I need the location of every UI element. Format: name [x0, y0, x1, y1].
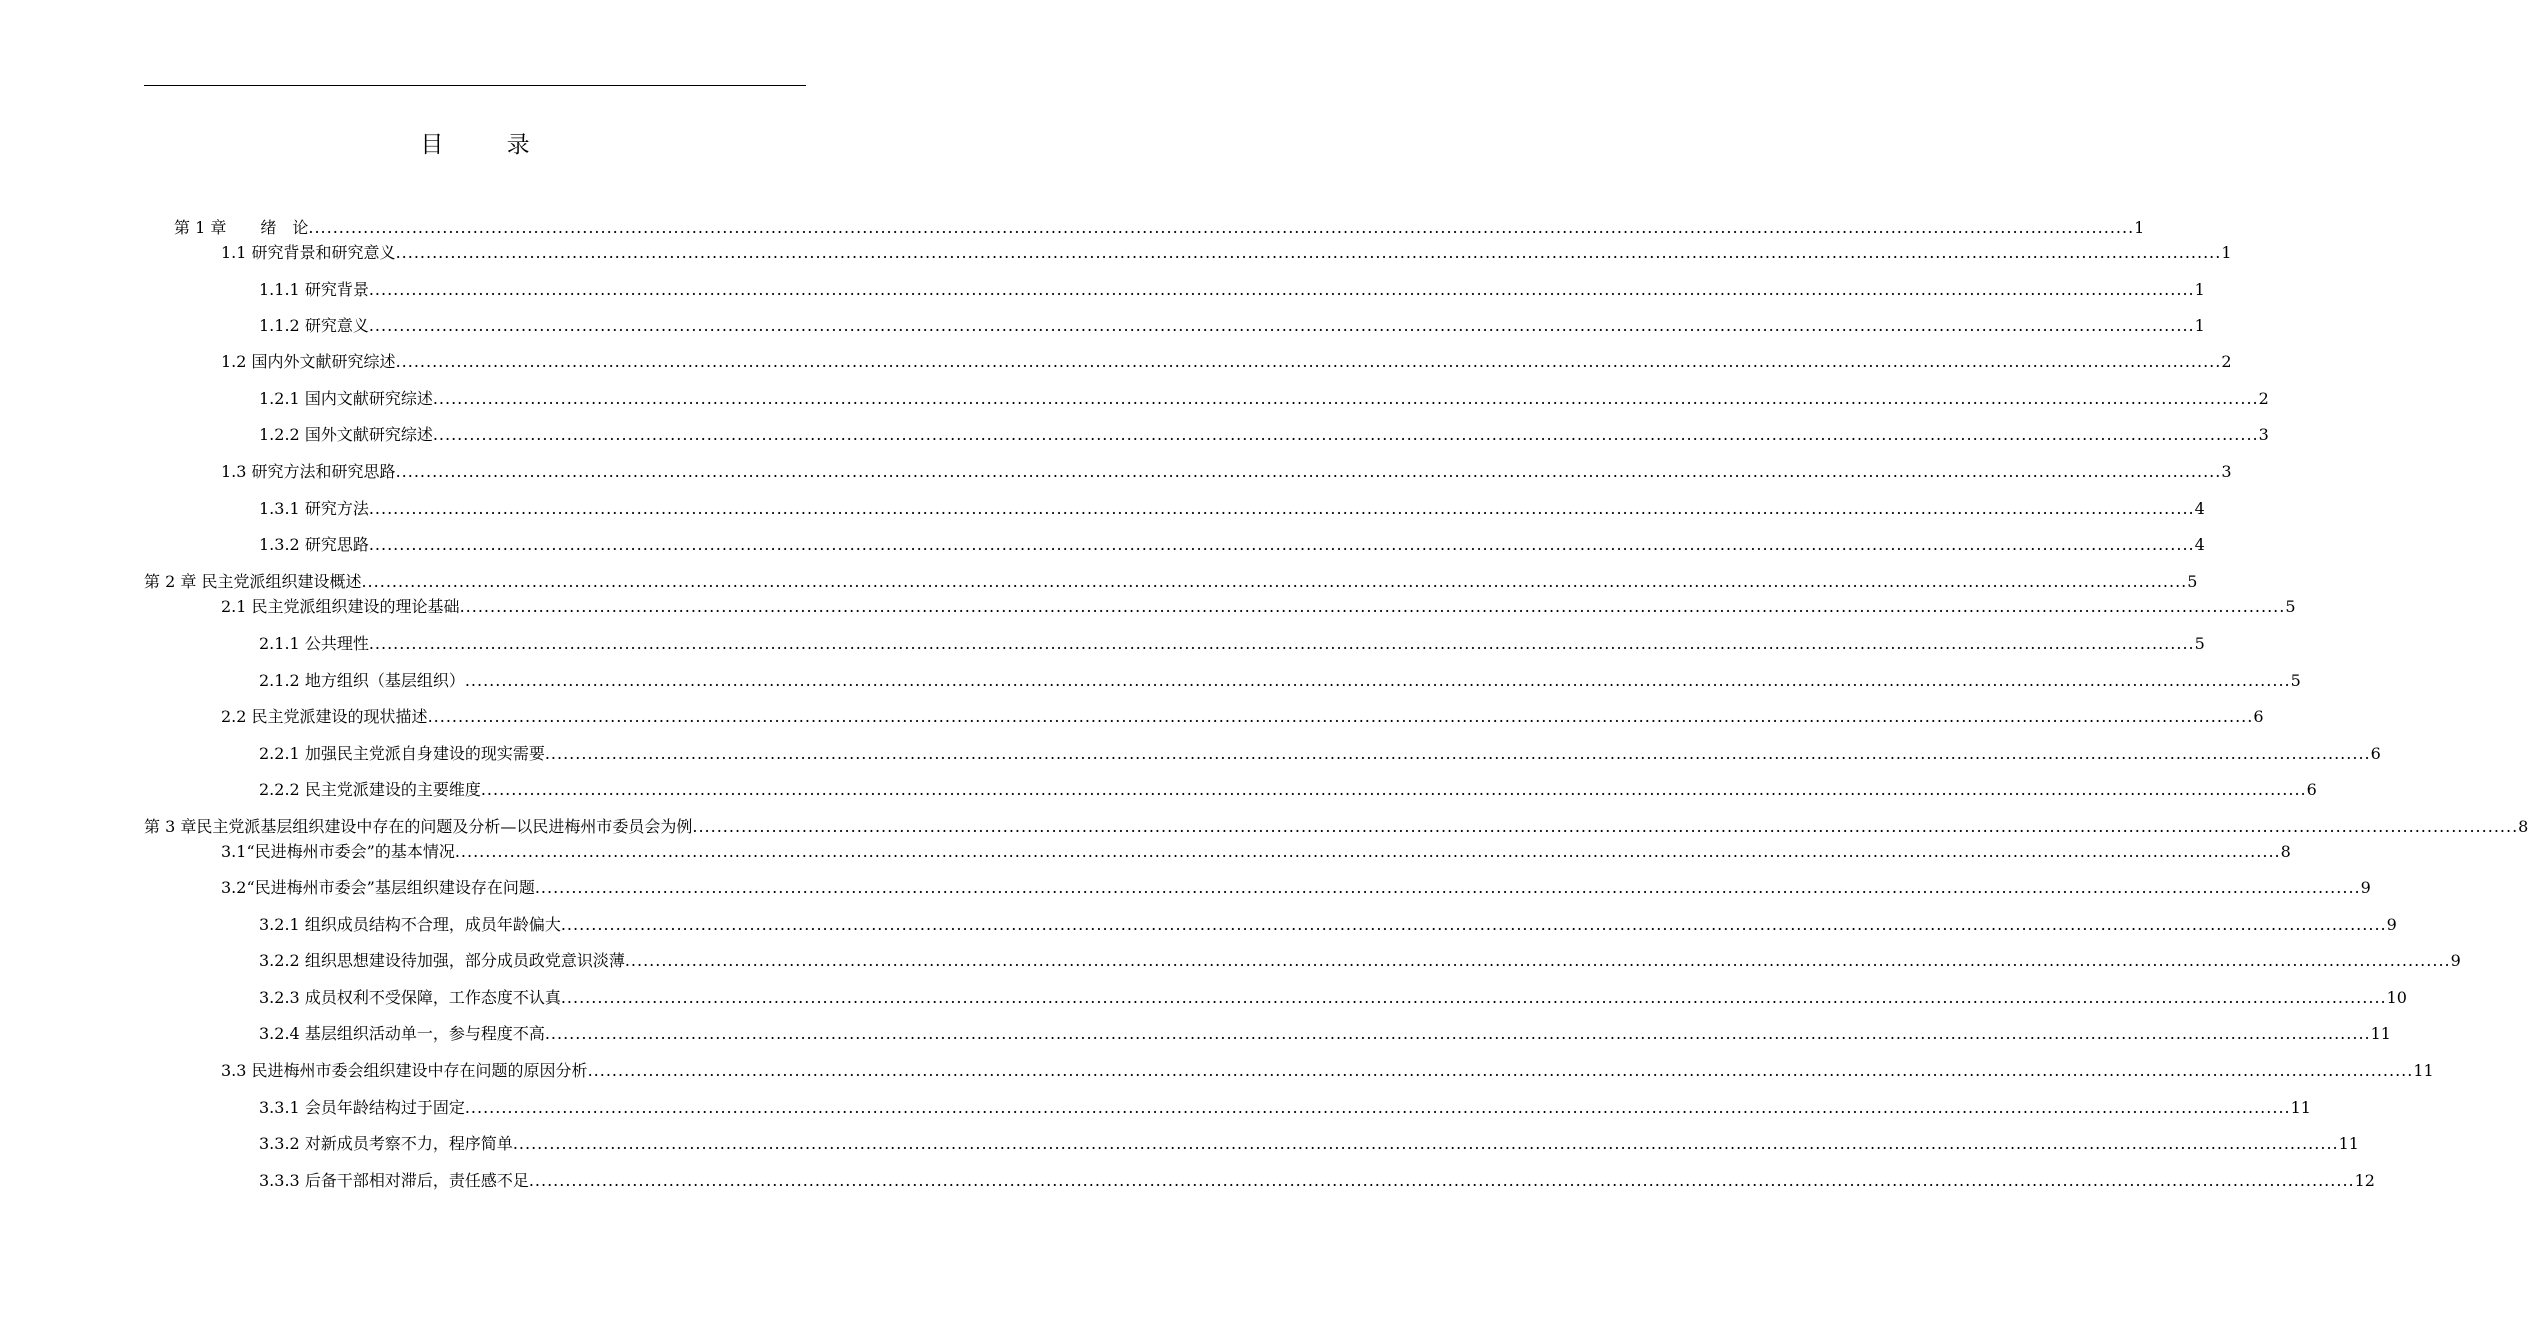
toc-entry-number: 第 3 章: [144, 817, 197, 836]
toc-entry-label: [259, 1169, 529, 1193]
toc-entry[interactable]: [259, 778, 2317, 802]
toc-entry-title: 研究思路: [304, 535, 369, 554]
toc-entry-number: 1.2.1: [259, 389, 300, 408]
toc-entry-number: 3.1: [221, 842, 247, 861]
toc-entry-title: 民进梅州市委会组织建设中存在问题的原因分析: [251, 1061, 588, 1080]
toc-entry-page: 6: [2370, 744, 2381, 763]
toc-entry[interactable]: [221, 1059, 2434, 1083]
toc-entry-number: 3.3.3: [259, 1171, 300, 1190]
toc-entry-label: [259, 423, 433, 447]
toc-entry-number: 2.1.1: [259, 634, 300, 653]
toc-entry-page: 2: [2258, 389, 2269, 408]
toc-entry[interactable]: [259, 742, 2381, 766]
toc-entry-title: “民进梅州市委会”的基本情况: [246, 842, 455, 861]
toc-entry-number: 3.2.2: [259, 951, 300, 970]
toc-entry-label: [259, 387, 433, 411]
toc-entry-number: 2.1: [221, 597, 247, 616]
toc-entry-page: 10: [2386, 988, 2407, 1007]
toc-entry-number: 1.1.2: [259, 316, 300, 335]
toc-entry-page: 1: [2194, 316, 2205, 335]
toc-entry-title: 基层组织活动单一，参与程度不高: [304, 1024, 545, 1043]
toc-entry-label: [259, 533, 369, 557]
toc-entry[interactable]: [144, 570, 2198, 594]
toc-entry[interactable]: [221, 350, 2232, 374]
toc-entry-page: 5: [2285, 597, 2296, 616]
toc-entry-page: 1: [2221, 243, 2232, 262]
toc-entry[interactable]: [221, 460, 2232, 484]
toc-entry-page: 1: [2194, 280, 2205, 299]
toc-entry-title: 组织思想建设待加强，部分成员政党意识淡薄: [304, 951, 625, 970]
dot-leader: ............................................................................................................................................................................................................................................................................................................: [361, 572, 2188, 591]
dot-leader: ............................................................................................................................................................................................................................................................................................................: [395, 243, 2222, 262]
toc-entry-page: 3: [2258, 425, 2269, 444]
toc-entry-label: [259, 632, 369, 656]
toc-entry-page: 8: [2280, 842, 2291, 861]
dot-leader: ............................................................................................................................................................................................................................................................................................................: [368, 499, 2195, 518]
toc-entry-page: 9: [2386, 915, 2397, 934]
toc-entry-number: 3.2: [221, 878, 247, 897]
toc-entry-title: 会员年龄结构过于固定: [304, 1098, 465, 1117]
toc-entry[interactable]: [221, 876, 2371, 900]
toc-entry-number: 1.3.2: [259, 535, 300, 554]
toc-entry-title: 研究意义: [304, 316, 369, 335]
toc-entry[interactable]: [221, 241, 2232, 265]
toc-entry-number: 1.1.1: [259, 280, 300, 299]
toc-entry-title: 国内外文献研究综述: [251, 352, 396, 371]
dot-leader: ............................................................................................................................................................................................................................................................................................................: [432, 425, 2259, 444]
toc-entry-page: 11: [2290, 1098, 2311, 1117]
toc-entry-page: 3: [2221, 462, 2232, 481]
toc-entry[interactable]: [259, 314, 2205, 338]
dot-leader: ............................................................................................................................................................................................................................................................................................................: [534, 878, 2361, 897]
dot-leader: ............................................................................................................................................................................................................................................................................................................: [308, 218, 2135, 237]
toc-entry[interactable]: [259, 278, 2205, 302]
toc-entry-label: [221, 595, 460, 619]
toc-entry-title: 对新成员考察不力，程序简单: [304, 1134, 513, 1153]
toc-entry-label: [144, 815, 692, 839]
toc-entry-page: 9: [2360, 878, 2371, 897]
toc-entry[interactable]: [259, 1022, 2391, 1046]
toc-entry-number: 3.2.1: [259, 915, 300, 934]
toc-entry[interactable]: [144, 815, 2528, 839]
toc-entry[interactable]: [221, 705, 2264, 729]
toc-entry[interactable]: [259, 533, 2205, 557]
dot-leader: ............................................................................................................................................................................................................................................................................................................: [560, 915, 2387, 934]
toc-entry[interactable]: [259, 913, 2397, 937]
toc-entry-label: [221, 1059, 588, 1083]
dot-leader: ............................................................................................................................................................................................................................................................................................................: [368, 316, 2195, 335]
toc-entry-number: 第 1 章: [174, 218, 227, 237]
toc-entry-label: [259, 278, 369, 302]
toc-entry[interactable]: [259, 1169, 2375, 1193]
toc-entry-label: [221, 460, 396, 484]
toc-entry-number: 1.2: [221, 352, 247, 371]
toc-entry-label: [259, 1096, 465, 1120]
toc-entry-page: 5: [2194, 634, 2205, 653]
toc-entry-label: [259, 949, 625, 973]
toc-entry-label: [259, 1022, 545, 1046]
dot-leader: ............................................................................................................................................................................................................................................................................................................: [368, 535, 2195, 554]
toc-entry-title: 民主党派组织建设的理论基础: [251, 597, 460, 616]
toc-entry[interactable]: [259, 1132, 2359, 1156]
dot-leader: ............................................................................................................................................................................................................................................................................................................: [544, 744, 2371, 763]
dot-leader: ............................................................................................................................................................................................................................................................................................................: [512, 1134, 2339, 1153]
toc-entry-page: 9: [2450, 951, 2461, 970]
toc-entry[interactable]: [259, 387, 2269, 411]
toc-entry-title: 民主党派建设的现状描述: [251, 707, 428, 726]
toc-entry-number: 3.3: [221, 1061, 247, 1080]
toc-entry[interactable]: [221, 840, 2291, 864]
toc-entry-label: [144, 570, 361, 594]
toc-entry-label: [221, 876, 535, 900]
toc-entry-page: 1: [2134, 218, 2145, 237]
toc-entry-label: [221, 705, 428, 729]
toc-entry-page: 5: [2187, 572, 2198, 591]
toc-entry-title: 加强民主党派自身建设的现实需要: [304, 744, 545, 763]
toc-entry[interactable]: [259, 423, 2269, 447]
toc-entry-title: “民进梅州市委会”基层组织建设存在问题: [246, 878, 535, 897]
toc-entry-title: 民主党派建设的主要维度: [304, 780, 481, 799]
toc-entry-label: [259, 314, 369, 338]
dot-leader: ............................................................................................................................................................................................................................................................................................................: [464, 671, 2291, 690]
toc-entry-title: 国内文献研究综述: [304, 389, 433, 408]
toc-entry-label: [259, 497, 369, 521]
toc-entry-title: 国外文献研究综述: [304, 425, 433, 444]
dot-leader: ............................................................................................................................................................................................................................................................................................................: [480, 780, 2307, 799]
toc-entry-title: 民主党派组织建设概述: [201, 572, 362, 591]
toc-entry-title: 研究方法: [304, 499, 369, 518]
dot-leader: ............................................................................................................................................................................................................................................................................................................: [560, 988, 2387, 1007]
toc-entry[interactable]: [259, 497, 2205, 521]
dot-leader: ............................................................................................................................................................................................................................................................................................................: [368, 280, 2195, 299]
toc-entry-title: 绪 论: [260, 218, 309, 237]
toc-entry-page: 11: [2370, 1024, 2391, 1043]
toc-entry-page: 4: [2194, 535, 2205, 554]
toc-entry-page: 6: [2306, 780, 2317, 799]
dot-leader: ............................................................................................................................................................................................................................................................................................................: [459, 597, 2286, 616]
toc-entry-number: 3.3.2: [259, 1134, 300, 1153]
toc-entry-title: 研究背景和研究意义: [251, 243, 396, 262]
toc-entry-number: 2.1.2: [259, 671, 300, 690]
toc-entry-number: 3.3.1: [259, 1098, 300, 1117]
toc-entry-label: [174, 216, 308, 240]
toc-entry-page: 2: [2221, 352, 2232, 371]
toc-entry-label: [259, 742, 545, 766]
toc-entry[interactable]: [259, 632, 2205, 656]
toc-entry-title: 研究方法和研究思路: [251, 462, 396, 481]
toc-entry-label: [259, 778, 481, 802]
toc-entry-title: 组织成员结构不合理，成员年龄偏大: [304, 915, 561, 934]
toc-entry-label: [259, 1132, 513, 1156]
dot-leader: ............................................................................................................................................................................................................................................................................................................: [528, 1171, 2355, 1190]
dot-leader: ............................................................................................................................................................................................................................................................................................................: [624, 951, 2451, 970]
toc-entry-number: 第 2 章: [144, 572, 197, 591]
toc-entry-label: [221, 350, 396, 374]
dot-leader: ............................................................................................................................................................................................................................................................................................................: [427, 707, 2254, 726]
toc-entry-number: 2.2.1: [259, 744, 300, 763]
toc-entry-label: [259, 913, 561, 937]
toc-entry-title: 公共理性: [304, 634, 369, 653]
toc-entry-title: 研究背景: [304, 280, 369, 299]
toc-entry-page: 6: [2253, 707, 2264, 726]
dot-leader: ............................................................................................................................................................................................................................................................................................................: [692, 817, 2519, 836]
dot-leader: ............................................................................................................................................................................................................................................................................................................: [368, 634, 2195, 653]
toc-entry-number: 1.3.1: [259, 499, 300, 518]
toc-entry[interactable]: [221, 595, 2296, 619]
toc-entry[interactable]: [259, 986, 2407, 1010]
toc-entry[interactable]: [259, 1096, 2311, 1120]
toc-entry-label: [259, 986, 561, 1010]
dot-leader: ............................................................................................................................................................................................................................................................................................................: [464, 1098, 2291, 1117]
toc-entry-number: 1.1: [221, 243, 247, 262]
toc-entry-number: 1.2.2: [259, 425, 300, 444]
toc-entry-number: 1.3: [221, 462, 247, 481]
toc-entry-page: 11: [2413, 1061, 2434, 1080]
dot-leader: ............................................................................................................................................................................................................................................................................................................: [544, 1024, 2371, 1043]
dot-leader: ............................................................................................................................................................................................................................................................................................................: [587, 1061, 2414, 1080]
toc-entry-label: [221, 241, 396, 265]
toc-entry-title: 民主党派基层组织建设中存在的问题及分析—以民进梅州市委员会为例: [196, 817, 693, 836]
dot-leader: ............................................................................................................................................................................................................................................................................................................: [432, 389, 2259, 408]
toc-entry[interactable]: [174, 216, 2145, 240]
toc-entry-title: 后备干部相对滞后，责任感不足: [304, 1171, 529, 1190]
toc-entry-page: 5: [2290, 671, 2301, 690]
toc-entry-page: 11: [2338, 1134, 2359, 1153]
toc-entry-page: 8: [2518, 817, 2528, 836]
toc-entry-title: 地方组织（基层组织）: [304, 671, 465, 690]
toc-entry-page: 12: [2354, 1171, 2375, 1190]
dot-leader: ............................................................................................................................................................................................................................................................................................................: [454, 842, 2281, 861]
toc-entry-label: [221, 840, 455, 864]
toc-entry-number: 3.2.4: [259, 1024, 300, 1043]
dot-leader: ............................................................................................................................................................................................................................................................................................................: [395, 352, 2222, 371]
toc-entry[interactable]: [259, 949, 2461, 973]
page-title: 目 录: [420, 132, 558, 158]
toc-entry-number: 2.2.2: [259, 780, 300, 799]
toc-entry[interactable]: [259, 669, 2301, 693]
toc-entry-label: [259, 669, 465, 693]
toc-entry-number: 2.2: [221, 707, 247, 726]
toc-entry-page: 4: [2194, 499, 2205, 518]
toc-entry-title: 成员权利不受保障，工作态度不认真: [304, 988, 561, 1007]
toc-entry-number: 3.2.3: [259, 988, 300, 1007]
dot-leader: ............................................................................................................................................................................................................................................................................................................: [395, 462, 2222, 481]
